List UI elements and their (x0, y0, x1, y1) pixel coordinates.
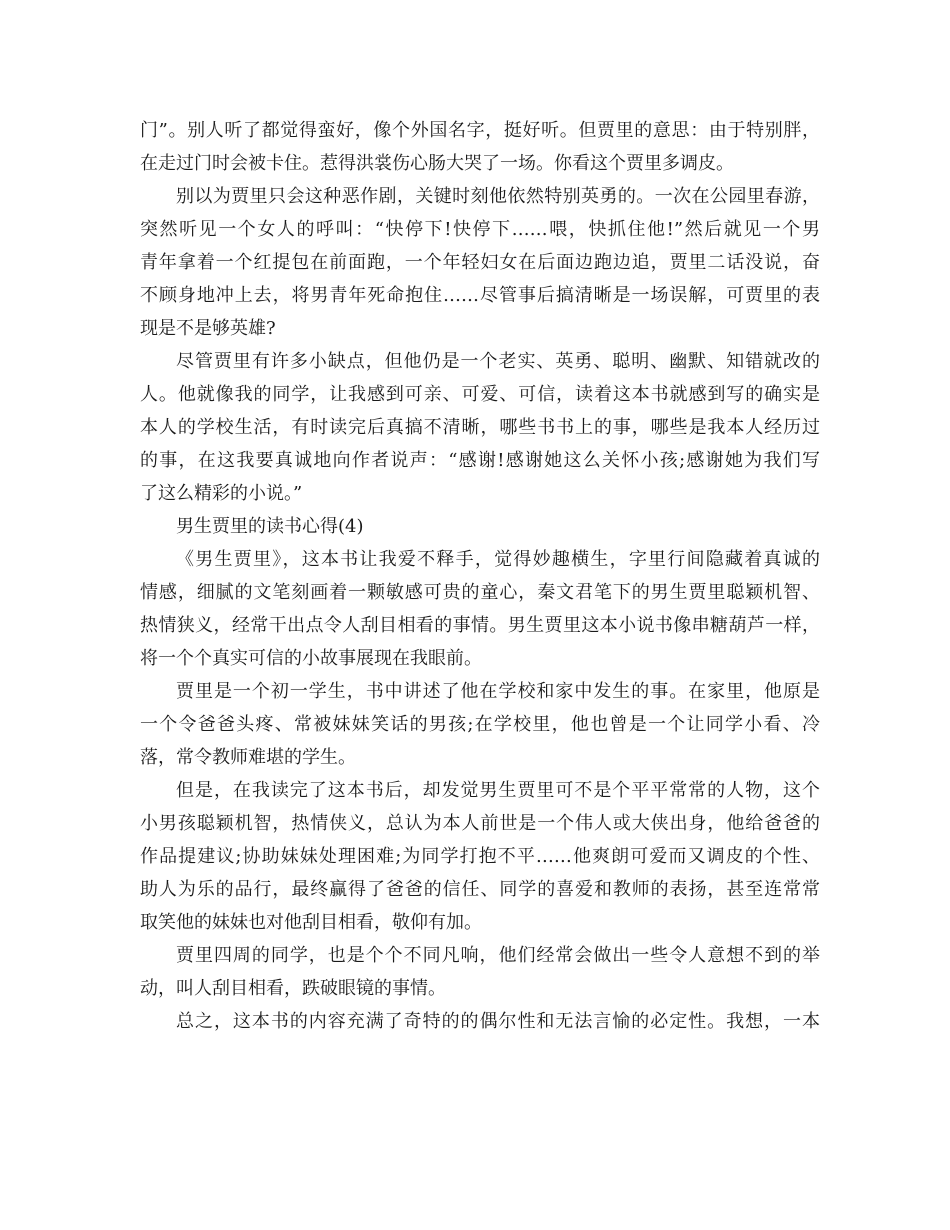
body-text-line: 了这么精彩的小说。” (140, 483, 303, 504)
body-text-line: 作品提建议;协助妹妹处理困难;为同学打抱不平……他爽朗可爱而又调皮的个性、 (140, 846, 820, 867)
body-text-line: 别以为贾里只会这种恶作剧，关键时刻他依然特别英勇的。一次在公园里春游， (176, 186, 820, 207)
body-text-line: 不顾身地冲上去，将男青年死命抱住……尽管事后搞清晰是一场误解，可贾里的表 (140, 285, 820, 306)
body-text-line: 尽管贾里有许多小缺点，但他仍是一个老实、英勇、聪明、幽默、知错就改的 (176, 351, 820, 372)
body-text-line: 现是不是够英雄? (140, 318, 276, 339)
body-text-line: 门”。别人听了都觉得蛮好，像个外国名字，挺好听。但贾里的意思：由于特别胖， (140, 120, 820, 141)
document-body (140, 114, 820, 1038)
body-text-line: 情感，细腻的文笔刻画着一颗敏感可贵的童心，秦文君笔下的男生贾里聪颖机智、 (140, 582, 820, 603)
body-text-line: 落，常令教师难堪的学生。 (140, 747, 356, 768)
body-text-line: 但是，在我读完了这本书后，却发觉男生贾里可不是个平平常常的人物，这个 (176, 780, 820, 801)
body-text-line: 《男生贾里》，这本书让我爱不释手，觉得妙趣横生，字里行间隐藏着真诚的 (176, 549, 820, 570)
body-text-line: 动，叫人刮目相看，跌破眼镜的事情。 (140, 978, 446, 999)
body-text-line: 在走过门时会被卡住。惹得洪裳伤心肠大哭了一场。你看这个贾里多调皮。 (140, 153, 734, 174)
body-text-line: 取笑他的妹妹也对他刮目相看，敬仰有加。 (140, 912, 482, 933)
body-text-line: 小男孩聪颖机智，热情侠义，总认为本人前世是一个伟人或大侠出身，他给爸爸的 (140, 813, 820, 834)
body-text-line: 青年拿着一个红提包在前面跑，一个年轻妇女在后面边跑边追，贾里二话没说，奋 (140, 252, 820, 273)
body-text-line: 贾里是一个初一学生，书中讲述了他在学校和家中发生的事。在家里，他原是 (176, 681, 820, 702)
body-text-line: 人。他就像我的同学，让我感到可亲、可爱、可信，读着这本书就感到写的确实是 (140, 384, 820, 405)
body-text-line: 突然听见一个女人的呼叫：“快停下!快停下……喂，快抓住他!”然后就见一个男 (140, 219, 820, 240)
body-text-line: 贾里四周的同学，也是个个不同凡响，他们经常会做出一些令人意想不到的举 (176, 945, 820, 966)
body-text-line: 热情狭义，经常干出点令人刮目相看的事情。男生贾里这本小说书像串糖葫芦一样， (140, 615, 820, 636)
body-text-line: 一个令爸爸头疼、常被妹妹笑话的男孩;在学校里，他也曾是一个让同学小看、冷 (140, 714, 820, 735)
section-heading: 男生贾里的读书心得(4) (176, 516, 364, 537)
body-text-line: 助人为乐的品行，最终赢得了爸爸的信任、同学的喜爱和教师的表扬，甚至连常常 (140, 879, 820, 900)
body-text-line: 将一个个真实可信的小故事展现在我眼前。 (140, 648, 482, 669)
body-text-line: 总之，这本书的内容充满了奇特的的偶尔性和无法言愉的必定性。我想，一本 (176, 1011, 820, 1032)
body-text-line: 本人的学校生活，有时读完后真搞不清晰，哪些书书上的事，哪些是我本人经历过 (140, 417, 820, 438)
body-text-line: 的事，在这我要真诚地向作者说声：“感谢!感谢她这么关怀小孩;感谢她为我们写 (140, 450, 820, 471)
